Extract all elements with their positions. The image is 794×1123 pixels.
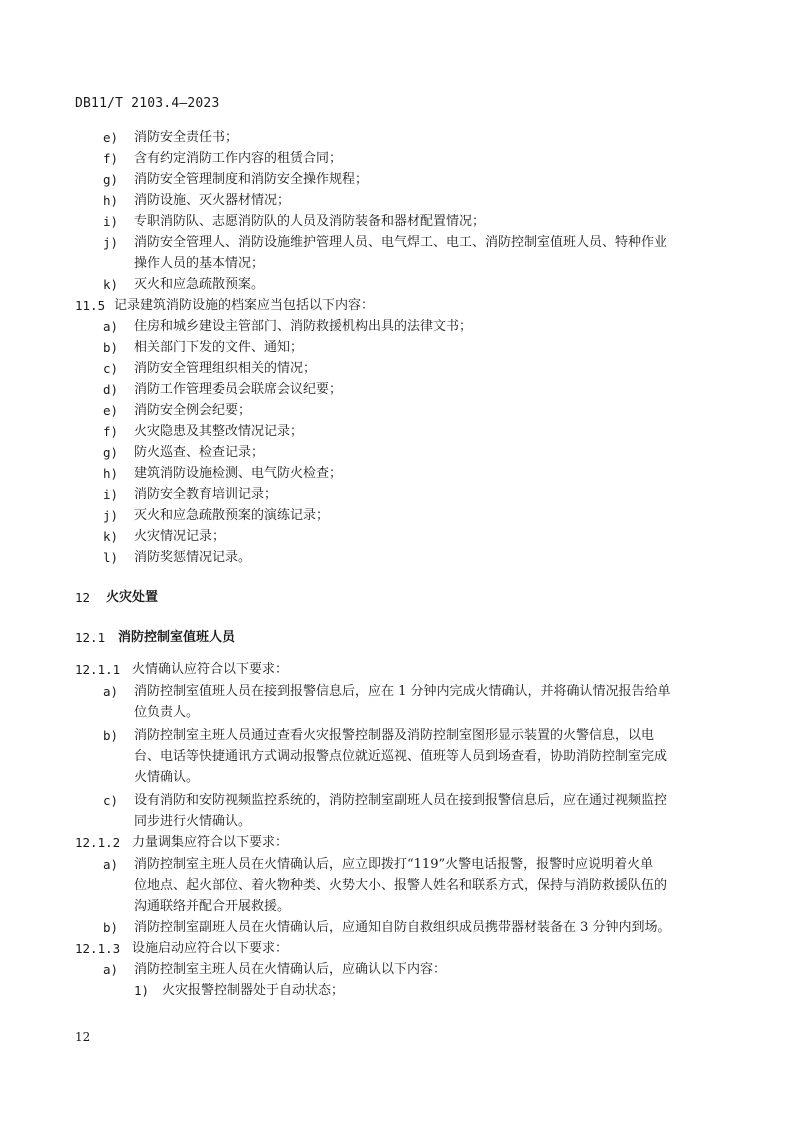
list-marker: a) [103,319,119,334]
list-text: 消防安全管理制度和消防安全操作规程； [134,172,369,187]
section-title: 消防控制室值班人员 [118,630,236,645]
list-marker: g) [103,172,119,187]
list-text: 专职消防队、志愿消防队的人员及消防装备和器材配置情况； [134,214,486,229]
list-text: 消防安全例会纪要； [134,403,252,418]
list-text: 消防控制室副班人员在火情确认后，应通知自防自救组织成员携带器材装备在 3 分钟内到场。 [134,920,671,935]
list-continuation: 台、电话等快捷通讯方式调动报警点位就近巡视、值班等人员到场查看，协助消防控制室完成 [134,749,668,764]
list-text: 消防安全责任书； [134,130,239,145]
clause-text: 设施启动应符合以下要求： [132,941,289,956]
list-text: 含有约定消防工作内容的租赁合同； [134,151,343,166]
list-marker: j) [103,235,119,250]
list-marker: c) [103,361,119,376]
list-marker: j) [103,508,119,523]
list-marker: a) [103,857,119,872]
clause-number: 12.1.1 [75,662,121,677]
list-text: 消防控制室主班人员在火情确认后，应确认以下内容： [134,962,447,977]
list-marker: f) [103,424,119,439]
list-marker: h) [103,466,119,481]
list-continuation: 火情确认。 [134,770,200,785]
clause-number: 12.1.2 [75,835,121,850]
list-text: 消防安全教育培训记录； [134,487,278,502]
list-continuation: 位负责人。 [134,705,200,720]
clause-number: 11.5 [75,298,106,313]
list-text: 建筑消防设施检测、电气防火检查； [134,466,343,481]
list-marker: i) [103,487,119,502]
list-marker: f) [103,151,119,166]
list-text: 灭火和应急疏散预案。 [134,277,265,292]
clause-number: 12.1.3 [75,941,121,956]
list-marker: a) [103,684,119,699]
list-marker: l) [103,550,119,565]
list-marker: h) [103,193,119,208]
list-marker: i) [103,214,119,229]
clause-text: 力量调集应符合以下要求： [132,835,289,850]
list-marker: b) [103,340,119,355]
section-number: 12 [75,590,91,605]
list-marker: d) [103,382,119,397]
list-continuation: 同步进行火情确认。 [134,814,252,829]
list-marker: b) [103,728,119,743]
clause-text: 火情确认应符合以下要求： [132,662,289,677]
list-text: 消防控制室主班人员通过查看火灾报警控制器及消防控制室图形显示装置的火警信息，以电 [134,728,655,743]
list-text: 灭火和应急疏散预案的演练记录； [134,508,330,523]
list-continuation: 操作人员的基本情况； [134,256,265,271]
list-text: 火灾隐患及其整改情况记录； [134,424,304,439]
list-marker: a) [103,962,119,977]
list-text: 消防工作管理委员会联席会议纪要； [134,382,343,397]
sub-list-marker: 1) [134,983,150,998]
list-text: 消防控制室主班人员在火情确认后，应立即拨打“119”火警电话报警，报警时应说明着火单 [134,857,654,872]
list-text: 防火巡查、检查记录； [134,445,265,460]
document-code-header: DB11/T 2103.4—2023 [75,96,220,111]
list-text: 相关部门下发的文件、通知； [134,340,304,355]
list-marker: b) [103,920,119,935]
page-number: 12 [75,1030,91,1044]
list-continuation: 位地点、起火部位、着火物种类、火势大小、报警人姓名和联系方式，保持与消防救援队伍的 [134,878,668,893]
list-text: 消防安全管理组织相关的情况； [134,361,317,376]
list-marker: e) [103,403,119,418]
list-continuation: 沟通联络并配合开展救援。 [134,899,291,914]
section-title: 火灾处置 [106,590,159,605]
list-text: 消防设施、灭火器材情况； [134,193,291,208]
list-marker: c) [103,793,119,808]
list-marker: g) [103,445,119,460]
list-text: 消防控制室值班人员在接到报警信息后，应在 1 分钟内完成火情确认，并将确认情况报告给单 [134,684,671,699]
list-marker: k) [103,277,119,292]
list-text: 消防安全管理人、消防设施维护管理人员、电气焊工、电工、消防控制室值班人员、特种作业 [134,235,668,250]
clause-text: 记录建筑消防设施的档案应当包括以下内容： [114,298,375,313]
list-text: 设有消防和安防视频监控系统的，消防控制室副班人员在接到报警信息后，应在通过视频监控 [134,793,668,808]
section-number: 12.1 [75,630,106,645]
list-marker: e) [103,130,119,145]
list-text: 消防奖惩情况记录。 [134,550,252,565]
list-text: 火灾情况记录； [134,529,226,544]
sub-list-text: 火灾报警控制器处于自动状态； [162,983,345,998]
list-marker: k) [103,529,119,544]
list-text: 住房和城乡建设主管部门、消防救援机构出具的法律文书； [134,319,473,334]
